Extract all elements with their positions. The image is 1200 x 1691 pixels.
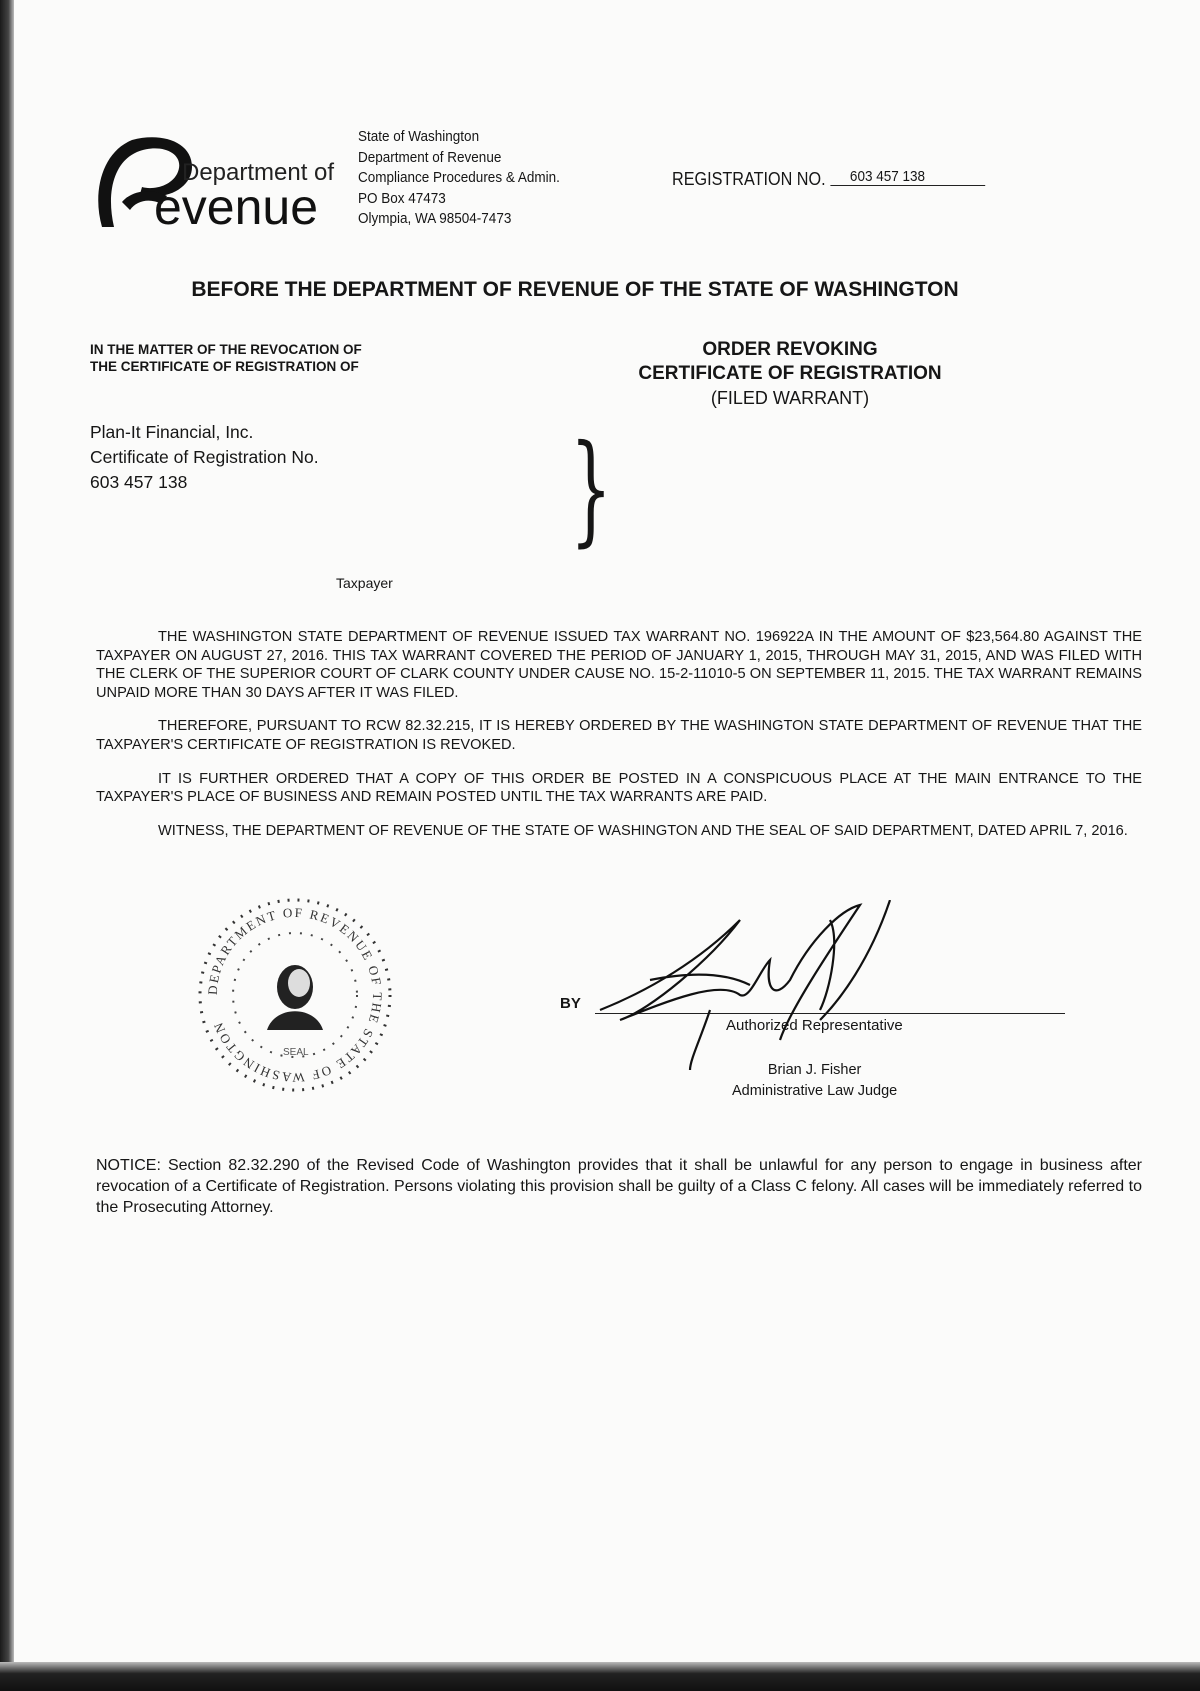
brace: } xyxy=(570,420,612,559)
paragraph: THE WASHINGTON STATE DEPARTMENT OF REVENUE ISSUED TAX WARRANT NO. 196922A IN THE AMOUNT OF $23,564.80 AGAINST THE TAXPAYER ON AUGUST 27, 2016. THIS TAX WARRANT COVERED THE PERIOD OF JANUARY 1, 2015, THROUGH MAY 31, 2015, AND WAS FILED WITH THE CLERK OF THE SUPERIOR COURT OF CLARK COUNTY UNDER CAUSE NO. 15-2-11010-5 ON SEPTEMBER 11, 2015. THE TAX WARRANT REMAINS UNPAID MORE THAN 30 DAYS AFTER IT WAS FILED. xyxy=(96,629,1142,701)
order-line: CERTIFICATE OF REGISTRATION xyxy=(638,363,942,384)
paragraph: THEREFORE, PURSUANT TO RCW 82.32.215, IT IS HEREBY ORDERED BY THE WASHINGTON STATE DEPARTMENT OF REVENUE THAT THE TAXPAYER'S CERTIFICATE OF REGISTRATION IS REVOKED. xyxy=(96,718,1142,753)
authorized-representative-label: Authorized Representative xyxy=(726,1017,903,1034)
address-line: State of Washington xyxy=(358,128,480,145)
department-seal xyxy=(195,895,395,1095)
order-body xyxy=(96,628,1142,855)
order-subtitle: (FILED WARRANT) xyxy=(710,388,870,408)
cert-number: 603 457 138 xyxy=(90,472,188,492)
svg-text:SEAL: SEAL xyxy=(283,1047,309,1058)
taxpayer-label: Taxpayer xyxy=(336,575,393,591)
notice: NOTICE: Section 82.32.290 of the Revised Code of Washington provides that it shall be unlawful for any person to engage in business after revocation of a Certificate of Registration. Persons violating this provision shall be guilty of a Class C felony. All cases will be immediately referred to the Prosecuting Attorney. xyxy=(96,1157,1142,1216)
signatory-name: Brian J. Fisher xyxy=(767,1062,862,1078)
registration-number xyxy=(672,168,985,190)
address-line: Department of Revenue xyxy=(358,148,502,166)
address-line: Compliance Procedures & Admin. xyxy=(358,169,560,186)
paragraph: WITNESS, THE DEPARTMENT OF REVENUE OF THE STATE OF WASHINGTON AND THE SEAL OF SAID DEPARTMENT, DATED APRIL 7, 2016. xyxy=(158,822,1128,839)
address-line: Olympia, WA 98504-7473 xyxy=(358,210,512,227)
scan-bottom-edge xyxy=(0,1662,1200,1691)
taxpayer-name: Plan-It Financial, Inc. xyxy=(90,422,254,442)
signatory xyxy=(732,1060,897,1102)
paragraph: IT IS FURTHER ORDERED THAT A COPY OF THIS ORDER BE POSTED IN A CONSPICUOUS PLACE AT THE MAIN ENTRANCE TO THE TAXPAYER'S PLACE OF BUSINESS AND REMAIN POSTED UNTIL THE TAX WARRANTS ARE PAID. xyxy=(96,770,1142,806)
matter-line: IN THE MATTER OF THE REVOCATION OF xyxy=(90,342,362,357)
taxpayer-party xyxy=(90,420,319,495)
by-label: BY xyxy=(560,995,581,1012)
registration-label: REGISTRATION NO. xyxy=(672,169,826,189)
svg-text:Department of: Department of xyxy=(182,159,335,186)
scan-edge xyxy=(0,0,14,1691)
order-heading xyxy=(600,338,980,410)
department-of-revenue-logo xyxy=(92,132,342,232)
registration-value: 603 457 138 xyxy=(830,168,985,186)
svg-text:evenue: evenue xyxy=(154,179,319,232)
matter-line: THE CERTIFICATE OF REGISTRATION OF xyxy=(90,359,359,374)
signature xyxy=(590,900,920,1070)
svg-text:DEPARTMENT OF REVENUE OF THE S: DEPARTMENT OF REVENUE OF THE STATE OF WASHINGTON xyxy=(204,904,386,1086)
document-title: BEFORE THE DEPARTMENT OF REVENUE OF THE STATE OF WASHINGTON xyxy=(191,278,959,301)
address-line: PO Box 47473 xyxy=(358,189,446,207)
matter-caption xyxy=(90,341,362,375)
department-address xyxy=(358,127,560,230)
cert-label: Certificate of Registration No. xyxy=(90,447,319,467)
order-line: ORDER REVOKING xyxy=(702,339,878,360)
signatory-position: Administrative Law Judge xyxy=(732,1083,898,1099)
